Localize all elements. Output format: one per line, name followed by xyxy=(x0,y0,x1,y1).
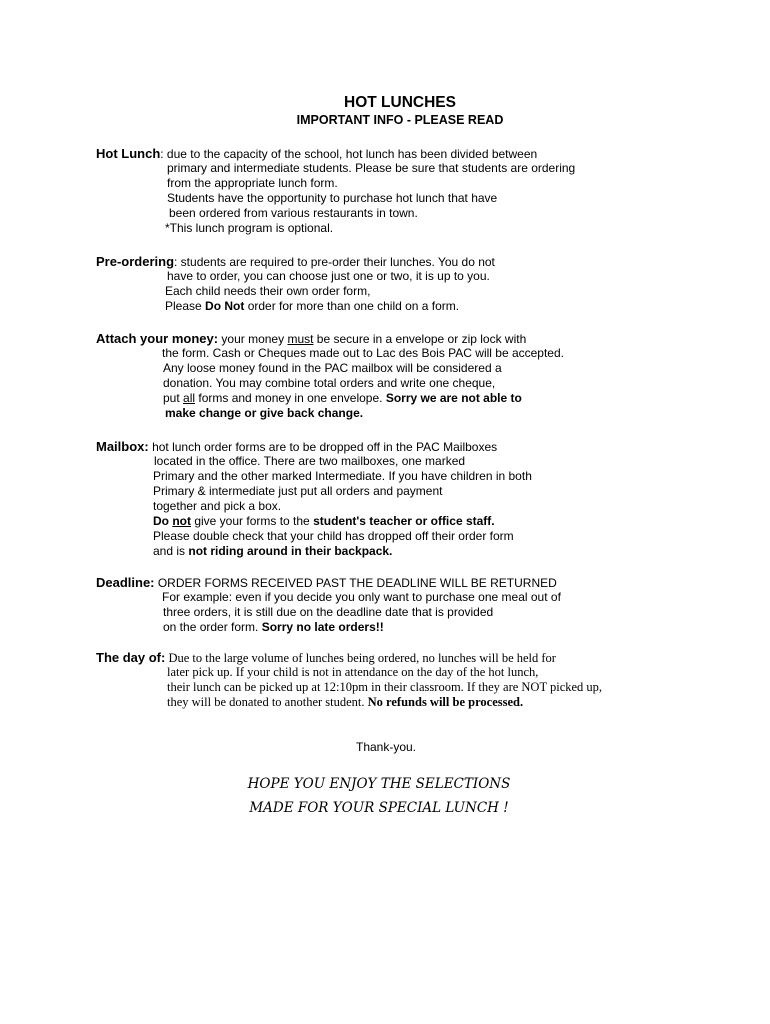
attach-money-line-6: make change or give back change. xyxy=(165,406,364,420)
hot-lunch-line-1 xyxy=(96,146,537,162)
page-title: HOT LUNCHES xyxy=(344,94,456,111)
hot-lunch-line-4: Students have the opportunity to purchase hot lunch that have xyxy=(167,191,498,205)
attach-money-line-3: Any loose money found in the PAC mailbox will be considered a xyxy=(163,361,502,375)
pre-ordering-line-1 xyxy=(96,254,495,270)
do-not-emphasis: Do Not xyxy=(205,299,245,313)
mailbox-line-1 xyxy=(96,439,497,455)
deadline-line-2: For example: even if you decide you only want to purchase one meal out of xyxy=(162,590,561,604)
day-of-text: Due to the large volume of lunches being ordered, no lunches will be held for xyxy=(165,651,556,665)
pre-ordering-line-4 xyxy=(165,299,459,314)
deadline-line-1 xyxy=(96,575,557,591)
mailbox-text: give your forms to the xyxy=(191,514,314,528)
attach-money-line-2: the form. Cash or Cheques made out to Lac des Bois PAC will be accepted. xyxy=(162,346,564,360)
day-of-line-2: later pick up. If your child is not in attendance on the day of the hot lunch, xyxy=(167,665,539,679)
day-of-line-4 xyxy=(167,695,523,710)
mailbox-line-6 xyxy=(153,514,495,529)
day-of-heading: The day of: xyxy=(96,650,166,665)
hot-lunch-line-3: from the appropriate lunch form. xyxy=(167,176,338,190)
mailbox-line-4: Primary & intermediate just put all orders and payment xyxy=(153,484,443,498)
must-emphasis: must xyxy=(287,332,314,346)
hot-lunch-line-2: primary and intermediate students. Please be sure that students are ordering xyxy=(167,161,576,175)
hot-lunch-text: : due to the capacity of the school, hot lunch has been divided between xyxy=(160,147,538,161)
pre-ordering-line-3: Each child needs their own order form, xyxy=(165,284,371,298)
closing-line-1: HOPE YOU ENJOY THE SELECTIONS xyxy=(247,776,511,792)
hot-lunch-line-5: been ordered from various restaurants in town. xyxy=(169,206,418,220)
staff-notice: student's teacher or office staff. xyxy=(313,514,495,528)
attach-money-text: your money xyxy=(218,332,288,346)
attach-money-line-4: donation. You may combine total orders and write one cheque, xyxy=(163,376,496,390)
no-refunds-notice: No refunds will be processed. xyxy=(367,695,524,709)
pre-ordering-text: : students are required to pre-order their lunches. You do not xyxy=(174,255,495,269)
page-subtitle: IMPORTANT INFO - PLEASE READ xyxy=(296,113,504,127)
attach-money-heading: Attach your money: xyxy=(96,331,219,346)
day-of-text: they will be donated to another student. xyxy=(167,695,368,709)
late-orders-notice: Sorry no late orders!! xyxy=(261,620,384,634)
deadline-line-4 xyxy=(163,620,384,635)
deadline-heading: Deadline: xyxy=(96,575,155,590)
attach-money-line-1 xyxy=(96,331,526,347)
hot-lunch-line-6: *This lunch program is optional. xyxy=(165,221,334,235)
deadline-line-3: three orders, it is still due on the deadline date that is provided xyxy=(163,605,494,619)
mailbox-line-2: located in the office. There are two mailboxes, one marked xyxy=(154,454,466,468)
thank-you-text: Thank-you. xyxy=(355,740,417,754)
pre-ordering-heading: Pre-ordering xyxy=(96,254,175,269)
closing-line-2: MADE FOR YOUR SPECIAL LUNCH ! xyxy=(249,800,509,816)
do-emphasis: Do xyxy=(153,514,173,528)
pre-ordering-text: order for more than one child on a form. xyxy=(244,299,460,313)
attach-money-text: put xyxy=(163,391,184,405)
deadline-text: on the order form. xyxy=(163,620,262,634)
day-of-line-1 xyxy=(96,650,556,666)
not-emphasis: not xyxy=(172,514,191,528)
all-emphasis: all xyxy=(183,391,196,405)
mailbox-line-7: Please double check that your child has dropped off their order form xyxy=(153,529,514,543)
deadline-text: ORDER FORMS RECEIVED PAST THE DEADLINE WILL BE RETURNED xyxy=(154,576,557,590)
attach-money-text: be secure in a envelope or zip lock with xyxy=(313,332,527,346)
mailbox-text: hot lunch order forms are to be dropped off in the PAC Mailboxes xyxy=(148,440,498,454)
attach-money-line-5 xyxy=(163,391,522,406)
day-of-line-3: their lunch can be picked up at 12:10pm in their classroom. If they are NOT picked up, xyxy=(167,680,603,694)
hot-lunch-heading: Hot Lunch xyxy=(96,146,161,161)
pre-ordering-line-2: have to order, you can choose just one or two, it is up to you. xyxy=(167,269,490,283)
pre-ordering-text: Please xyxy=(165,299,206,313)
mailbox-line-3: Primary and the other marked Intermediate. If you have children in both xyxy=(153,469,532,483)
backpack-notice: not riding around in their backpack. xyxy=(188,544,393,558)
mailbox-heading: Mailbox: xyxy=(96,439,149,454)
attach-money-text: forms and money in one envelope. xyxy=(195,391,386,405)
mailbox-line-8 xyxy=(153,544,392,559)
mailbox-text: and is xyxy=(153,544,189,558)
mailbox-line-5: together and pick a box. xyxy=(153,499,282,513)
no-change-notice: Sorry we are not able to xyxy=(385,391,522,405)
